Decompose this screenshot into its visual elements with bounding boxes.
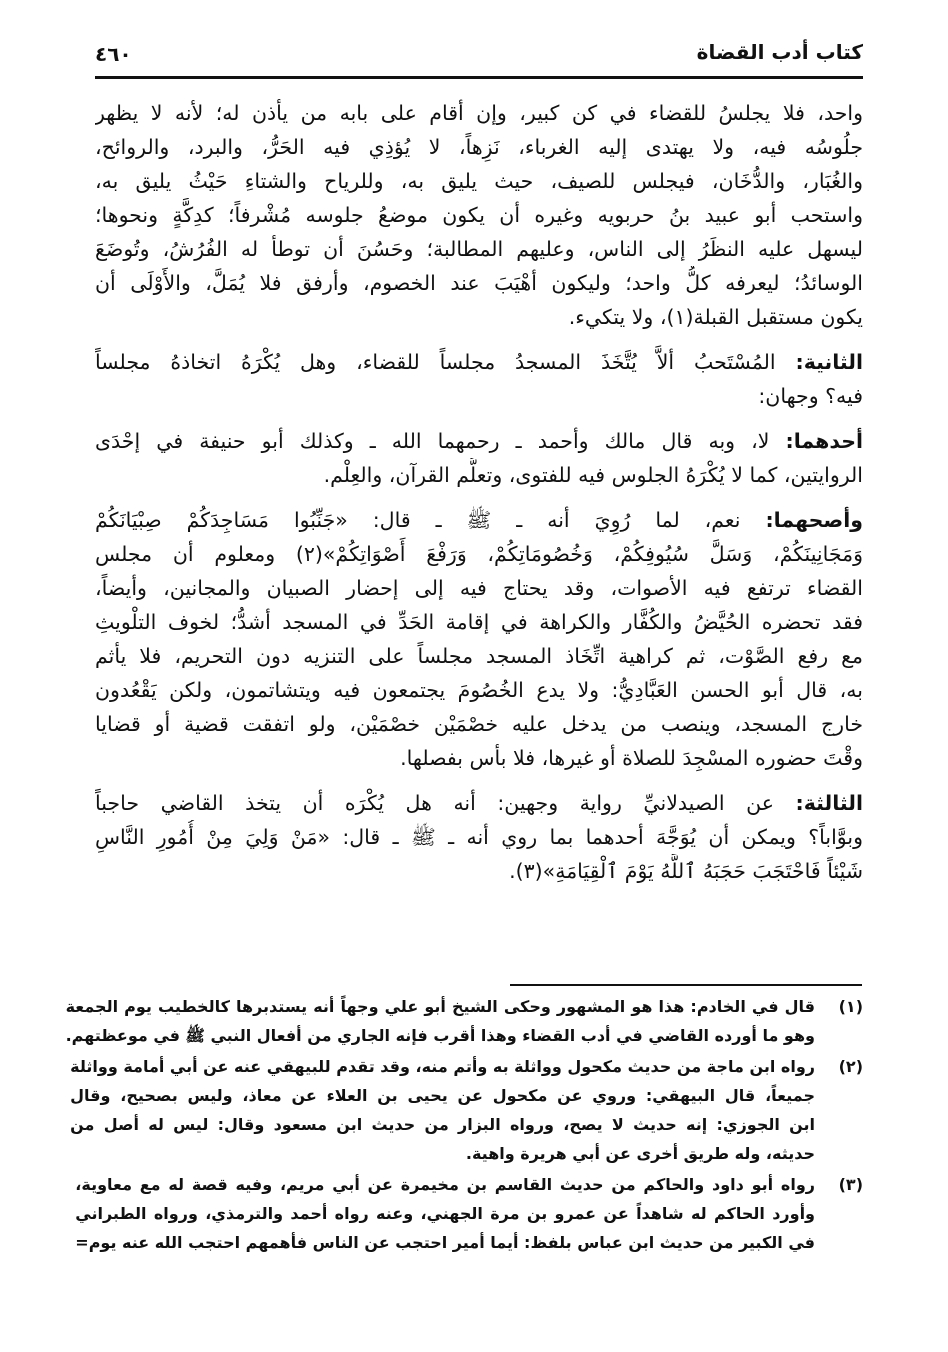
footnote bbox=[75, 1170, 863, 1257]
footnote-line: وهو ما أورده القاضي في أدب القضاء وهذا أقرب فإنه الجاري من أفعال النبي ﷺ في موعظتهم. bbox=[65, 1026, 815, 1045]
footnote-line: رواه أبو داود والحاكم من حديث القاسم بن مخيمرة عن أبي مريم، وفيه قصة له مع معاوية، bbox=[75, 1175, 815, 1194]
line-text: مع رفع الصَّوْت، ثم كراهية اتِّخَاذ المسجد مجلساً على التنزيه دون التحريم، فلا يأثم bbox=[95, 644, 863, 668]
footnote bbox=[70, 1052, 863, 1168]
footnote-line: قال في الخادم: هذا هو المشهور وحكى الشيخ أبو علي وجهاً أنه يستدبرها كالخطيب يوم الجمعة bbox=[65, 997, 815, 1016]
text-line bbox=[95, 820, 863, 854]
line-text: جلُوسُه فيه، ولا يهتدى إليه الغرباء، نَزِهاً، لا يُؤذِي فيه الحَرُّ، والبرد، والروائح، bbox=[95, 135, 863, 159]
footnote-separator bbox=[510, 984, 862, 986]
footnote bbox=[65, 992, 863, 1050]
line-text: المُسْتَحبُ ألاَّ يُتَّخَذَ المسجدُ مجلساً للقضاء، وهل يُكْرَهُ اتخاذهُ مجلساً bbox=[95, 350, 796, 374]
line-text: وبوَّاباً؟ ويمكن أن يُوَجَّهَ أحدهما بما روي أنه ـ ﷺ ـ قال: «مَنْ وَلِيَ مِنْ أُمُورِ النَّاسِ bbox=[95, 825, 863, 849]
paragraph bbox=[95, 786, 863, 888]
text-line bbox=[95, 379, 863, 413]
line-text: خارج المسجد، وينصب من يدخل عليه خصْمَيْن خصْمَيْن، ولو اتفقت قضية أو قضايا bbox=[95, 712, 863, 736]
line-text: يكون مستقبل القبلة(١)، ولا يتكيء. bbox=[568, 305, 863, 329]
footnote-number: (٢) bbox=[838, 1057, 863, 1076]
line-text: نعم، لما رُوِيَ أنه ـ ﷺ ـ قال: «جَنِّبُوا مَسَاجِدَكُمْ صِبْيَانَكُمْ bbox=[95, 508, 766, 532]
text-line bbox=[95, 232, 863, 266]
text-line bbox=[95, 741, 863, 775]
line-text: وقْتَ حضوره المسْجِدَ للصلاة أو غيرها، فلا بأس بفصلها. bbox=[400, 746, 863, 770]
line-text: والغُبَار، والدُّخَان، فيجلس للصيف، حيث يليق به، وللرياح والشتاءِ حَيْثُ يليق به، bbox=[95, 169, 863, 193]
line-text: عن الصيدلانيِّ رواية وجهين: أنه هل يُكْرَه أن يتخذ القاضي حاجباً bbox=[95, 791, 796, 815]
text-line bbox=[95, 266, 863, 300]
page-number: ٤٦٠ bbox=[95, 42, 132, 66]
text-line bbox=[95, 854, 863, 888]
footnote-line: حديثه، وله طريق أخرى عن أبي هريرة واهية. bbox=[465, 1144, 815, 1163]
text-line bbox=[95, 503, 863, 537]
line-text: فيه؟ وجهان: bbox=[758, 384, 863, 408]
line-text: واحد، فلا يجلسُ للقضاء في كن كبير، وإن أقام على بابه من يأذن له؛ لأنه لا يظهر bbox=[95, 101, 863, 125]
footnote-line: ابن الجوزي: إنه حديث لا يصح، ورواه البزار من حديث ابن مسعود وقال: ليس له أصل من bbox=[70, 1115, 815, 1134]
text-line bbox=[95, 198, 863, 232]
running-header bbox=[95, 40, 863, 70]
paragraph bbox=[95, 345, 863, 413]
footnote-number: (١) bbox=[838, 997, 863, 1016]
line-text: به، قال أبو الحسن العَبَّادِيُّ: ولا يدع الخُصُومَ يجتمعون فيه ويتشاتمون، ولكن يَقْعُدون bbox=[95, 678, 863, 702]
text-line bbox=[95, 96, 863, 130]
line-text: لا، وبه قال مالك وأحمد ـ رحمهما الله ـ وكذلك أبو حنيفة في إحْدَى bbox=[95, 429, 786, 453]
text-line bbox=[95, 707, 863, 741]
line-text: ليسهل عليه النظَرُ إلى الناس، وعليهم المطالبة؛ وحَسُنَ أن توطأ له الفُرُشُ، وتُوضَعَ bbox=[95, 237, 863, 261]
text-line bbox=[95, 345, 863, 379]
paragraph bbox=[95, 96, 863, 334]
text-line bbox=[95, 164, 863, 198]
line-text: الروايتين، كما لا يُكْرَهُ الجلوس فيه للفتوى، وتعلُّم القرآن، والعِلْم. bbox=[323, 463, 863, 487]
line-text: فقد تحضره الحُيَّضُ والكُفَّار والكراهة في إقامة الحَدِّ في المسجد أشدُّ؛ لخوف التلْويثِ bbox=[95, 610, 863, 634]
text-line bbox=[95, 605, 863, 639]
text-line bbox=[95, 673, 863, 707]
main-text bbox=[95, 96, 863, 899]
paragraph-lead: الثالثة: bbox=[795, 791, 863, 815]
text-line bbox=[95, 786, 863, 820]
text-line bbox=[95, 300, 863, 334]
line-text: القضاء ترتفع فيه الأصوات، وقد يحتاج فيه إلى إحضار الصبيان والمجانين، وأيضاً، bbox=[95, 576, 863, 600]
text-line bbox=[95, 571, 863, 605]
text-line bbox=[95, 424, 863, 458]
paragraph bbox=[95, 503, 863, 775]
footnotes bbox=[65, 992, 863, 1259]
footnote-line: في الكبير من حديث ابن عباس بلفظ: أيما أمير احتجب عن الناس فأهمهم احتجب الله عنه يوم= bbox=[75, 1233, 815, 1252]
footnote-line: رواه ابن ماجة من حديث مكحول وواثلة به وأتم منه، وقد تقدم للبيهقي عنه عن أبي أمامة وواثلة bbox=[70, 1057, 815, 1076]
footnote-number: (٣) bbox=[838, 1175, 863, 1194]
line-text: وَمَجَانِينَكُمْ، وَسَلَّ سُيُوفِكُمْ، وَخُصُومَاتِكُمْ، وَرَفْعَ أَصْوَاتِكُمْ»(٢) ومعلوم أن مجلس bbox=[95, 542, 863, 566]
line-text: الوسائدُ؛ ليعرفه كلُّ واحد؛ وليكون أهْيَبَ عند الخصوم، وأرفق فلا يُمَلَّ، والأَوْلَى أن bbox=[95, 271, 863, 295]
line-text: شَيْئاً فَاحْتَجَبَ حَجَبَهُ ٱللَّهُ يَوْمَ ٱلْقِيَامَةِ»(٣). bbox=[509, 859, 863, 883]
text-line bbox=[95, 639, 863, 673]
text-line bbox=[95, 130, 863, 164]
text-line bbox=[95, 537, 863, 571]
paragraph bbox=[95, 424, 863, 492]
header-rule bbox=[95, 76, 863, 79]
footnote-line: وأورد الحاكم له شاهداً عن عمرو بن مرة الجهني، وعنه رواه أحمد والترمذي، ورواه الطبراني bbox=[75, 1204, 815, 1223]
paragraph-lead: وأصحهما: bbox=[765, 508, 863, 532]
line-text: واستحب أبو عبيد بنُ حربويه وغيره أن يكون موضعُ جلوسه مُشْرفاً؛ كدِكَّةٍ ونحوها؛ bbox=[95, 203, 863, 227]
paragraph-lead: أحدهما: bbox=[785, 429, 863, 453]
book-title: كتاب أدب القضاة bbox=[696, 40, 863, 64]
paragraph-lead: الثانية: bbox=[795, 350, 863, 374]
text-line bbox=[95, 458, 863, 492]
footnote-line: جميعاً، قال البيهقي: وروي عن مكحول عن يحيى بن العلاء عن معاذ، وليس بصحيح، وقال bbox=[70, 1086, 815, 1105]
